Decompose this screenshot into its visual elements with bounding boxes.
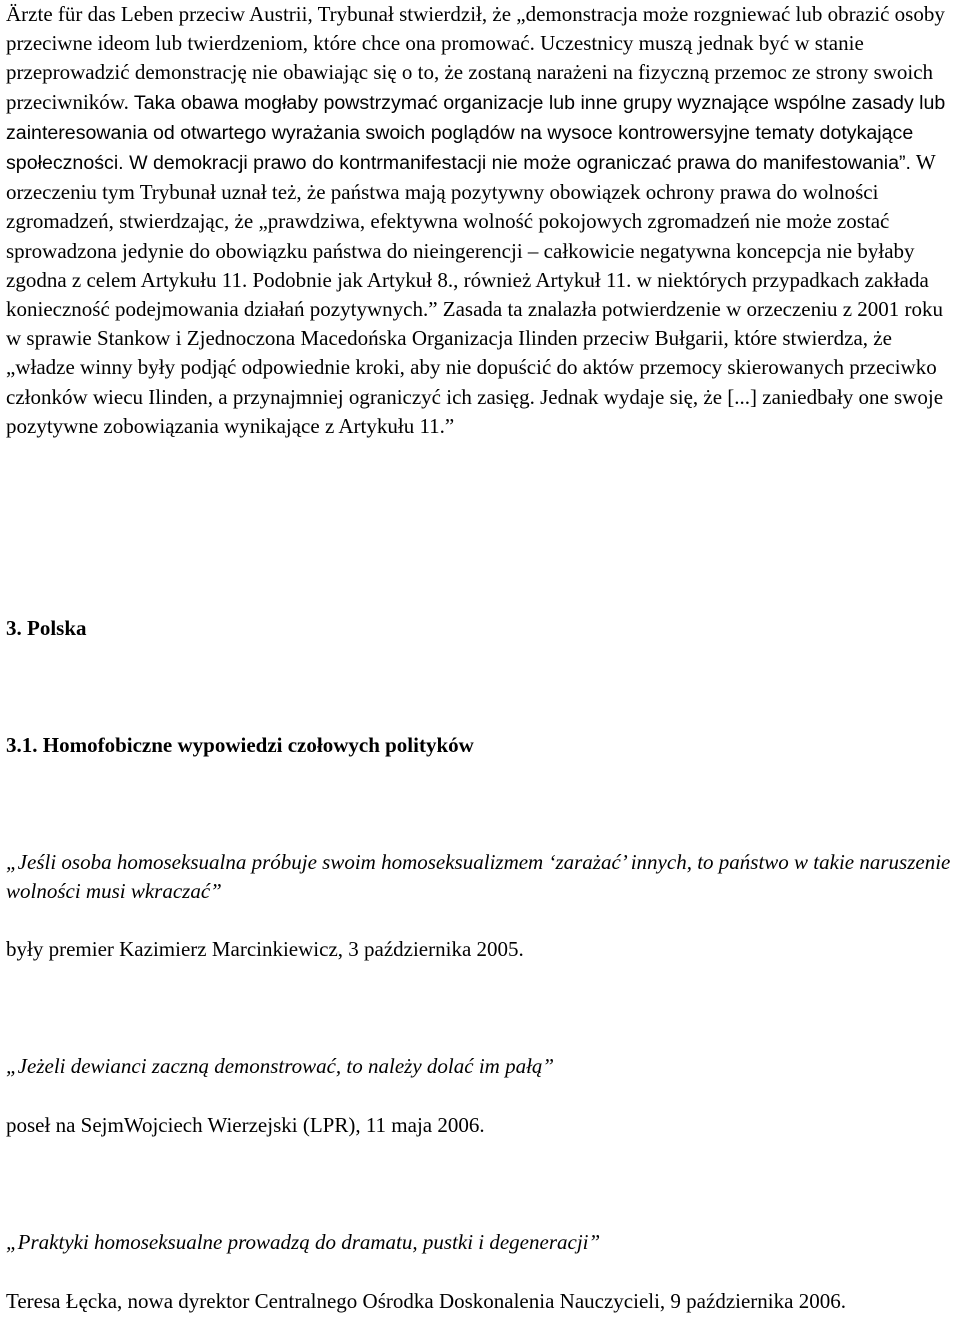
section-heading: 3. Polska <box>6 616 87 640</box>
quote-3-attribution: Teresa Łęcka, nowa dyrektor Centralnego Ośrodka Doskonalenia Nauczycieli, 9 października 2006. <box>6 1289 846 1313</box>
quote-2: „Jeżeli dewianci zaczną demonstrować, to należy dolać im pałą” <box>6 1054 555 1078</box>
intro-serif-text: Ärzte für das Leben przeciw Austrii, Trybunał stwierdził, że „demonstracja może rozgniewać lub obrazić osoby przeciwne ideom lub twierdzeniom, które chce ona promować. Uczestnicy muszą jednak być w stanie przeprowadzić demonstrację nie obawiając się o to, że zostaną narażeni na fizyczną przemoc ze strony swoich przeciwników. <box>6 2 945 114</box>
quote-3: „Praktyki homoseksualne prowadzą do dramatu, pustki i degeneracji” <box>6 1230 601 1254</box>
quote-1-attribution: były premier Kazimierz Marcinkiewicz, 3 października 2005. <box>6 937 524 961</box>
intro-sans-text: Taka obawa mogłaby powstrzymać organizacje lub inne grupy wyznające wspólne zasady lub zainteresowania od otwartego wyrażania swoich poglądów na wysoce kontrowersyjne tematy dotykające społeczności. W demokracji prawo do kontrmanifestacji nie może ograniczać prawa do manifestowania”. <box>6 91 946 175</box>
section-subheading: 3.1. Homofobiczne wypowiedzi czołowych polityków <box>6 733 474 757</box>
intro-serif-text-continued: W orzeczeniu tym Trybunał uznał też, że państwa mają pozytywny obowiązek ochrony prawa do wolności zgromadzeń, stwierdzając, że „prawdziwa, efektywna wolność pokojowych zgromadzeń nie może zostać sprowadzona jedynie do obowiązku państwa do nieingerencji – całkowicie negatywna koncepcja nie byłaby zgodna z celem Artykułu 11. Podobnie jak Artykuł 8., również Artykuł 11. w niektórych przypadkach zakłada konieczność podejmowania działań pozytywnych.” Zasada ta znalazła potwierdzenie w orzeczeniu z 2001 roku w sprawie Stankow i Zjednoczona Macedońska Organizacja Ilinden przeciw Bułgarii, które stwierdza, że „władze winny były podjąć odpowiednie kroki, aby nie dopuścić do aktów przemocy skierowanych przeciwko członków wiecu Ilinden, a przynajmniej ograniczyć ich zasięg. Jednak wydaje się, że [...] zaniedbały one swoje pozytywne zobowiązania wynikające z Artykułu 11.” <box>6 150 944 438</box>
quote-1: „Jeśli osoba homoseksualna próbuje swoim homoseksualizmem ‘zarażać’ innych, to państwo w takie naruszenie wolności musi wkraczać” <box>6 850 951 904</box>
document-page <box>6 0 956 1313</box>
intro-paragraph <box>6 0 956 441</box>
quote-2-attribution: poseł na SejmWojciech Wierzejski (LPR), 11 maja 2006. <box>6 1113 485 1137</box>
